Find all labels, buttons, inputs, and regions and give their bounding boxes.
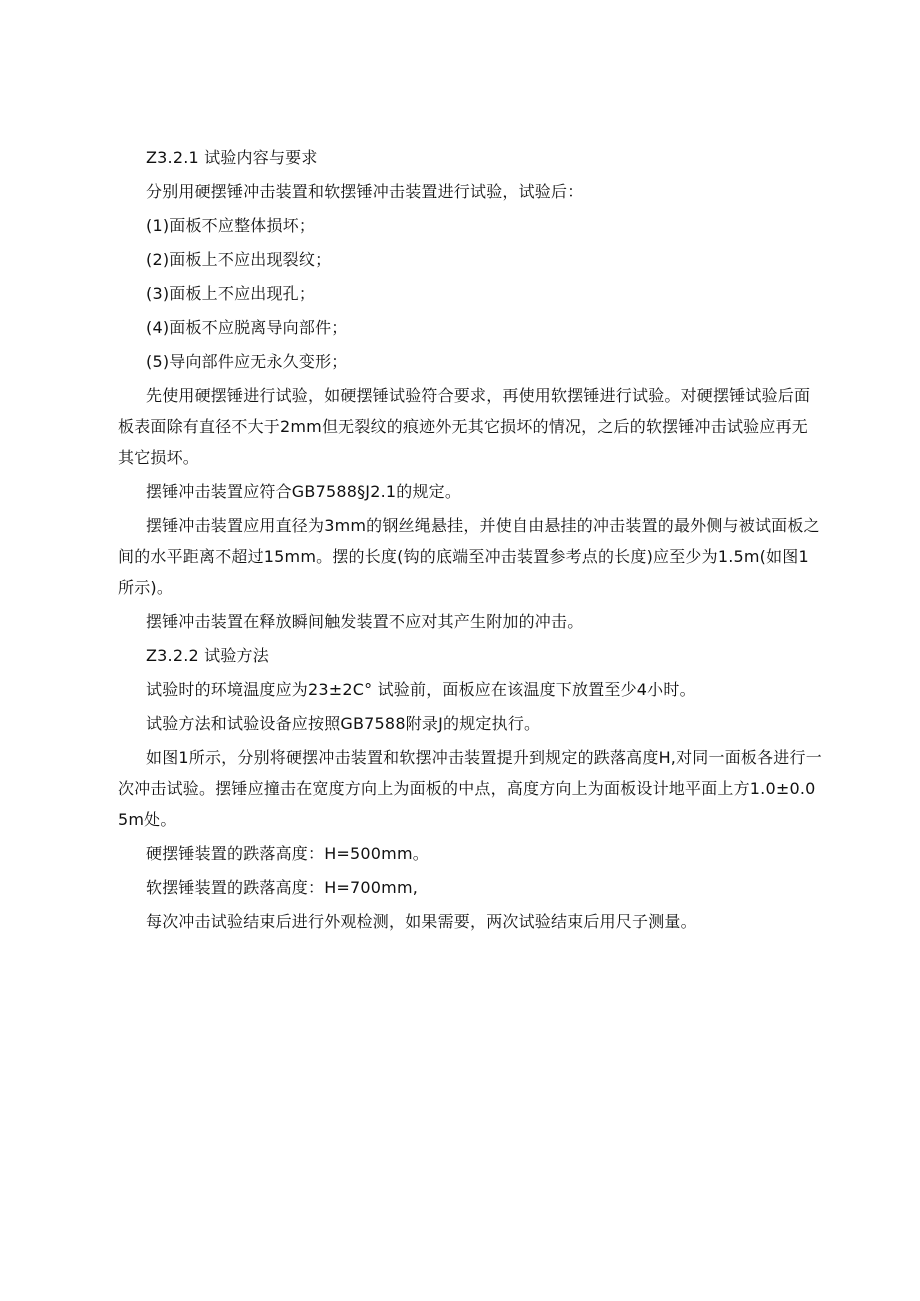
requirement-item-1: (1)面板不应整体损坏； xyxy=(146,216,316,235)
paragraph-inspection: 每次冲击试验结束后进行外观检测，如果需要，两次试验结束后用尺子测量。 xyxy=(146,912,697,931)
paragraph-intro: 分别用硬摆锤冲击装置和软摆锤冲击装置进行试验，试验后： xyxy=(146,182,584,201)
requirement-item-2: (2)面板上不应出现裂纹； xyxy=(146,250,332,269)
paragraph-standard: 摆锤冲击装置应符合GB7588§J2.1的规定。 xyxy=(146,482,462,501)
requirement-item-5: (5)导向部件应无永久变形； xyxy=(146,352,348,371)
requirement-item-4: (4)面板不应脱离导向部件； xyxy=(146,318,348,337)
paragraph-procedure: 如图1所示，分别将硬摆冲击装置和软摆冲击装置提升到规定的跌落高度H,对同一面板各进行一次冲击试验。摆锤应撞击在宽度方向上为面板的中点，高度方向上为面板设计地平面上方1.0±0.05m处。 xyxy=(118,748,822,829)
document-body xyxy=(118,142,824,937)
section-heading-test-content: Z3.2.1 试验内容与要求 xyxy=(146,148,318,167)
paragraph-temperature: 试验时的环境温度应为23±2C° 试验前，面板应在该温度下放置至少4小时。 xyxy=(146,680,696,699)
paragraph-release: 摆锤冲击装置在释放瞬间触发装置不应对其产生附加的冲击。 xyxy=(146,612,584,631)
section-heading-test-method: Z3.2.2 试验方法 xyxy=(146,646,269,665)
paragraph-soft-drop-height: 软摆锤装置的跌落高度：H=700mm, xyxy=(146,878,419,897)
paragraph-test-order: 先使用硬摆锤进行试验，如硬摆锤试验符合要求，再使用软摆锤进行试验。对硬摆锤试验后面板表面除有直径不大于2mm但无裂纹的痕迹外无其它损坏的情况，之后的软摆锤冲击试验应再无其它损坏。 xyxy=(118,386,811,467)
paragraph-method: 试验方法和试验设备应按照GB7588附录J的规定执行。 xyxy=(146,714,541,733)
paragraph-hard-drop-height: 硬摆锤装置的跌落高度：H=500mm。 xyxy=(146,844,429,863)
paragraph-suspension: 摆锤冲击装置应用直径为3mm的钢丝绳悬挂，并使自由悬挂的冲击装置的最外侧与被试面板之间的水平距离不超过15mm。摆的长度(钩的底端至冲击装置参考点的长度)应至少为1.5m(如图1所示)。 xyxy=(118,516,820,597)
requirement-item-3: (3)面板上不应出现孔； xyxy=(146,284,316,303)
